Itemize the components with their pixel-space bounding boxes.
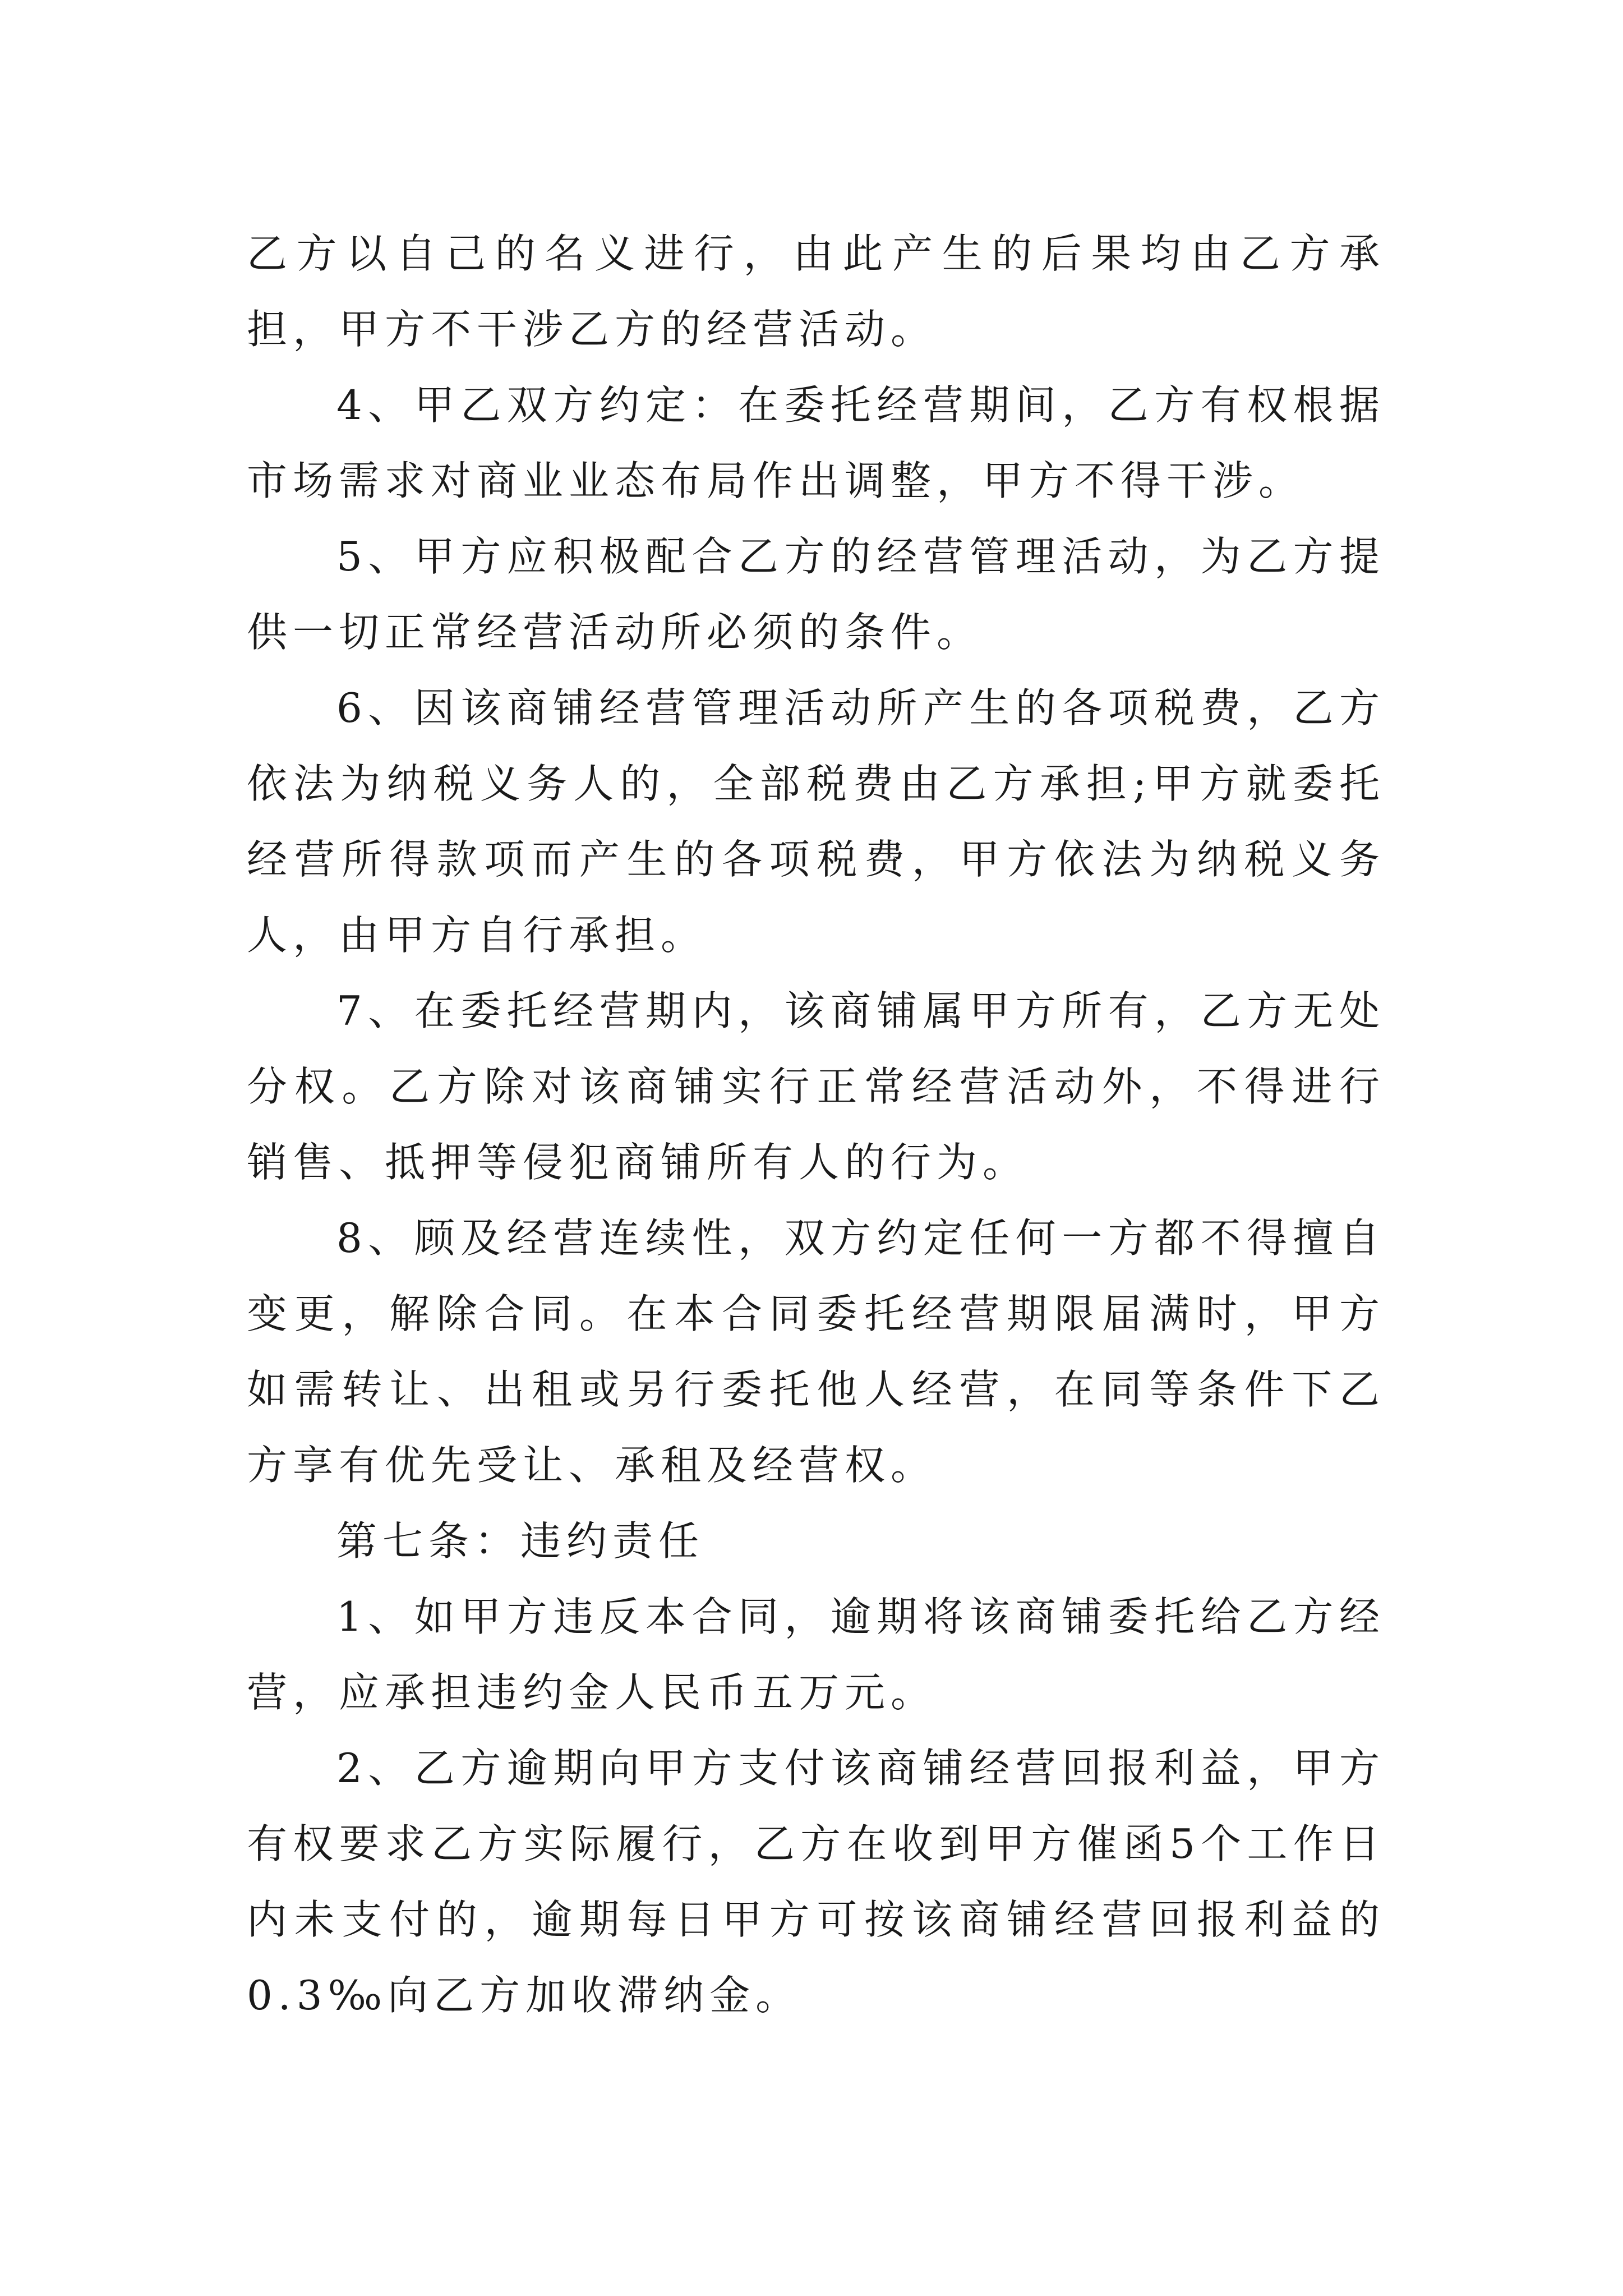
- paragraph-continuation: 乙方以自己的名义进行，由此产生的后果均由乙方承担，甲方不干涉乙方的经营活动。: [247, 230, 1385, 353]
- paragraph-clause-5: 5、甲方应积极配合乙方的经营管理活动，为乙方提供一切正常经营活动所必须的条件。: [247, 533, 1385, 656]
- paragraph-clause-6: 6、因该商铺经营管理活动所产生的各项税费，乙方依法为纳税义务人的，全部税费由乙方承担;甲方就委托经营所得款项而产生的各项税费，甲方依法为纳税义务人，由甲方自行承担。: [247, 684, 1385, 959]
- paragraph-liability-2: 2、乙方逾期向甲方支付该商铺经营回报利益，甲方有权要求乙方实际履行，乙方在收到甲方催函5个工作日内未支付的，逾期每日甲方可按该商铺经营回报利益的0.3‰向乙方加收滞纳金。: [247, 1745, 1385, 2019]
- paragraph-liability-1: 1、如甲方违反本合同，逾期将该商铺委托给乙方经营，应承担违约金人民币五万元。: [247, 1593, 1385, 1716]
- paragraph-clause-7: 7、在委托经营期内，该商铺属甲方所有，乙方无处分权。乙方除对该商铺实行正常经营活动外，不得进行销售、抵押等侵犯商铺所有人的行为。: [247, 987, 1385, 1186]
- paragraph-clause-8: 8、顾及经营连续性，双方约定任何一方都不得擅自变更，解除合同。在本合同委托经营期限届满时，甲方如需转让、出租或另行委托他人经营，在同等条件下乙方享有优先受让、承租及经营权。: [247, 1214, 1385, 1489]
- paragraph-clause-4: 4、甲乙双方约定：在委托经营期间，乙方有权根据市场需求对商业业态布局作出调整，甲方不得干涉。: [247, 381, 1385, 504]
- section-heading-article-7: 第七条：违约责任: [336, 1517, 705, 1565]
- document-body: [247, 216, 1385, 2033]
